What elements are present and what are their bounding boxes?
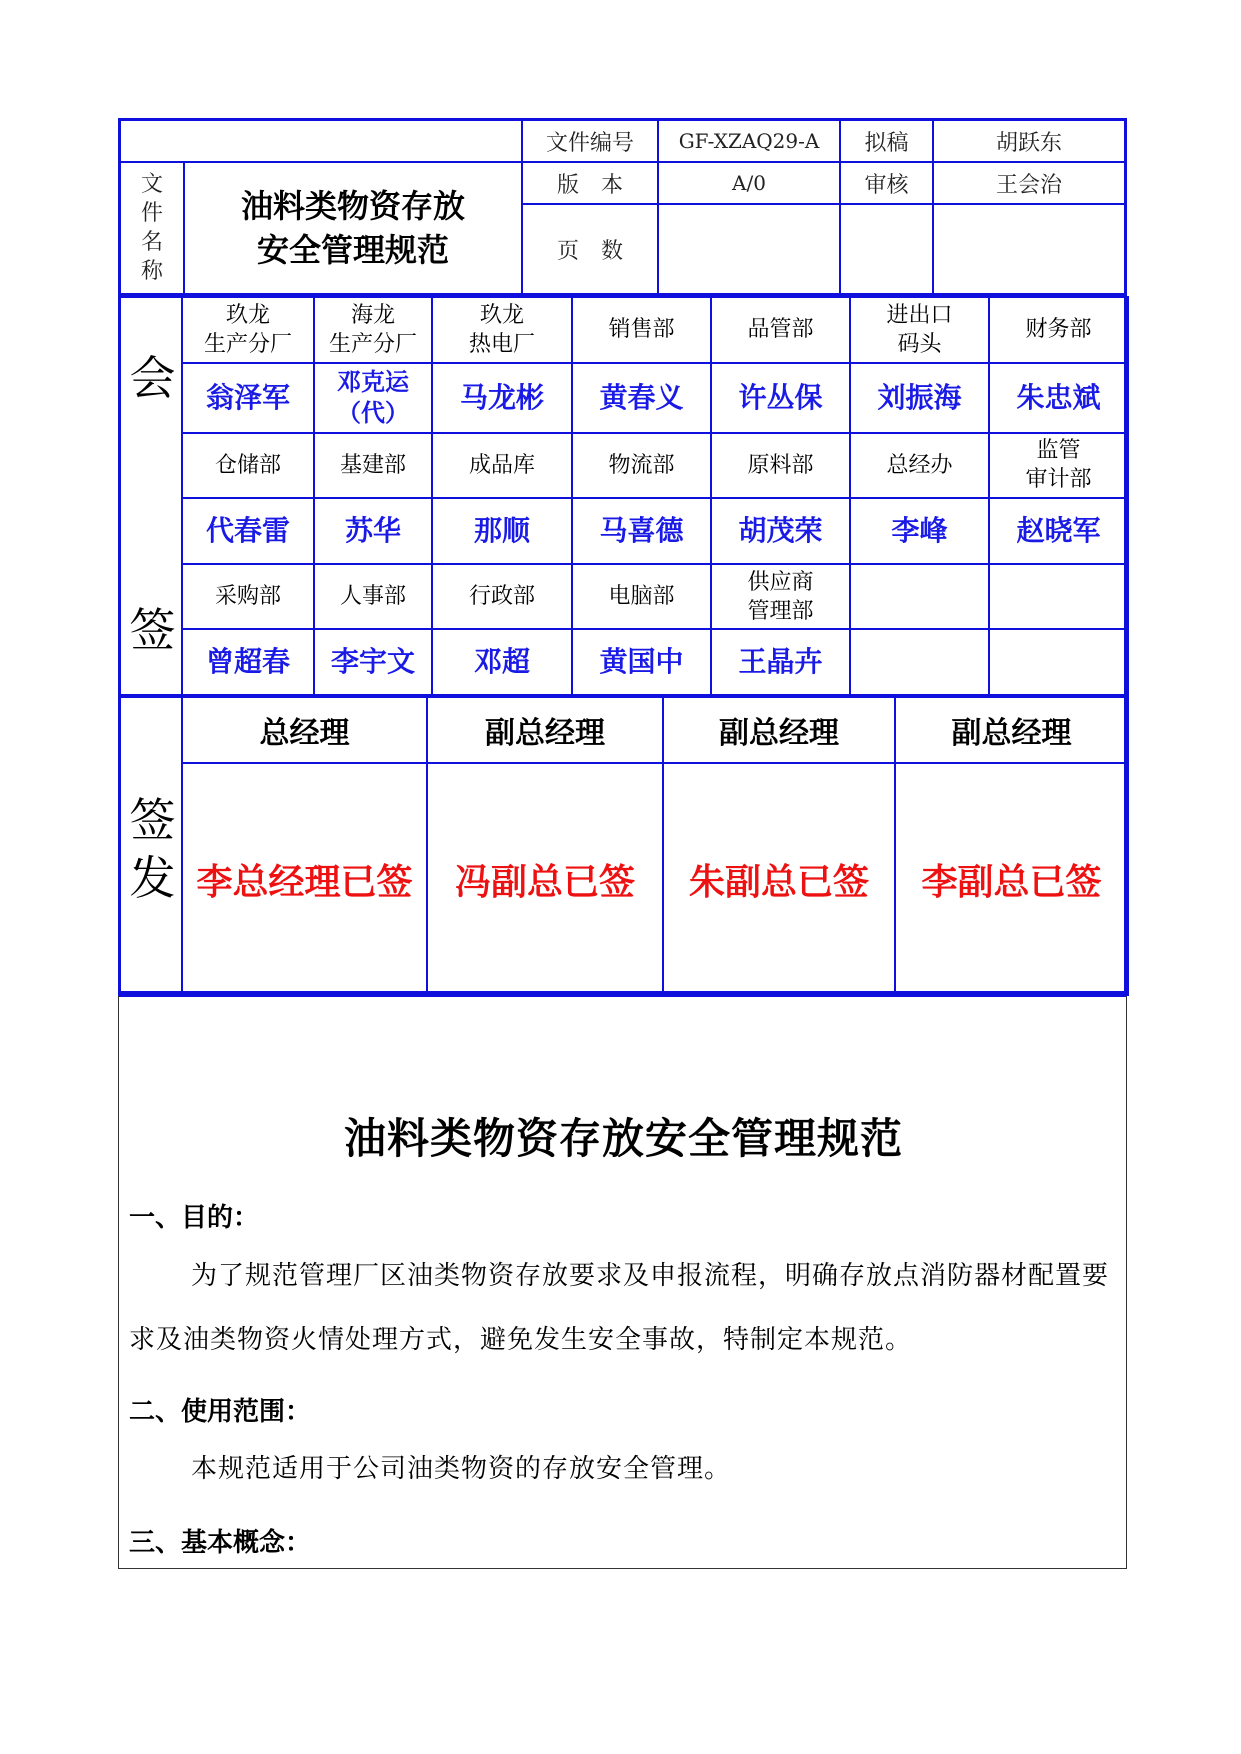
file-name-label-char: 名 — [140, 230, 163, 255]
signer-name-line: 黄春义 — [599, 380, 684, 414]
approval-side-label — [118, 696, 181, 996]
approval-role: 副总经理 — [427, 697, 663, 763]
signer-name-line: 翁泽军 — [205, 380, 290, 414]
signer-name-line: 苏华 — [344, 513, 401, 547]
department-label-line: 监管 — [1036, 438, 1081, 464]
department-label-line: 电脑部 — [608, 584, 675, 610]
pages-value — [659, 205, 839, 293]
signer-name — [314, 498, 432, 564]
signer-name — [850, 629, 989, 695]
department-label — [314, 297, 432, 363]
department-label-line: 原料部 — [747, 452, 814, 478]
section-heading: 二、使用范围： — [129, 1397, 312, 1427]
department-label — [572, 433, 711, 499]
department-label-line: 物流部 — [608, 452, 675, 478]
section-paragraph: 为了规范管理厂区油类物资存放要求及申报流程，明确存放点消防器材配置要求及油类物资火情处理方式，避免发生安全事故，特制定本规范。 — [129, 1261, 1110, 1355]
signer-name — [850, 498, 989, 564]
signer-name-line: 赵晓军 — [1016, 513, 1101, 547]
department-label — [850, 433, 989, 499]
signer-name — [432, 363, 572, 433]
approval-char: 签 — [129, 793, 176, 847]
department-label-line: 进出口 — [886, 302, 953, 328]
file-name-label-char: 文 — [140, 172, 163, 197]
countersign-side-label — [118, 296, 181, 696]
signer-name-line: （代） — [337, 398, 409, 427]
department-label-line: 审计部 — [1025, 467, 1092, 493]
department-label-line: 供应商 — [747, 569, 814, 595]
countersign-char: 会 — [129, 351, 176, 405]
department-label — [989, 297, 1128, 363]
file-name-label-char: 称 — [140, 259, 163, 284]
file-name-line: 油料类物资存放 — [240, 187, 465, 225]
department-label — [989, 564, 1128, 630]
department-label-line: 码头 — [897, 331, 942, 357]
department-label — [432, 433, 572, 499]
file-name-value — [185, 163, 521, 293]
countersign-section — [118, 296, 1127, 696]
department-label — [572, 564, 711, 630]
document-title: 油料类物资存放安全管理规范 — [343, 1114, 903, 1163]
draft-label: 拟稿 — [864, 130, 909, 156]
countersign-table — [181, 296, 1129, 696]
approval-role: 副总经理 — [663, 697, 895, 763]
approval-signature: 朱副总已签 — [663, 763, 895, 995]
countersign-char: 签 — [129, 603, 176, 657]
document-body — [118, 996, 1127, 1569]
department-label-line: 玖龙 — [225, 302, 270, 328]
department-label — [711, 297, 850, 363]
signer-name-line: 许丛保 — [738, 380, 823, 414]
approval-signature: 冯副总已签 — [427, 763, 663, 995]
department-label — [432, 564, 572, 630]
version-value: A/0 — [732, 171, 766, 195]
approval-signature: 李副总已签 — [895, 763, 1128, 995]
signer-name-line: 胡茂荣 — [738, 513, 823, 547]
signer-name-line: 马喜德 — [599, 513, 684, 547]
signer-name — [432, 498, 572, 564]
department-label — [314, 433, 432, 499]
signer-name — [850, 363, 989, 433]
signer-name-line: 代春雷 — [205, 513, 290, 547]
review-label: 审核 — [864, 172, 909, 198]
department-label — [182, 433, 314, 499]
department-label — [314, 564, 432, 630]
signer-name-line: 邓克运 — [337, 367, 409, 396]
signer-name — [572, 363, 711, 433]
signer-name-line: 黄国中 — [599, 645, 684, 679]
department-label-line: 生产分厂 — [203, 331, 292, 357]
department-label — [182, 564, 314, 630]
approval-signature: 李总经理已签 — [182, 763, 427, 995]
approval-char: 发 — [129, 851, 176, 905]
department-label-line: 管理部 — [747, 598, 814, 624]
department-label-line: 玖龙 — [479, 302, 524, 328]
department-label — [182, 297, 314, 363]
file-number-label: 文件编号 — [545, 130, 634, 156]
department-label — [432, 297, 572, 363]
signer-name — [989, 629, 1128, 695]
signer-name — [711, 629, 850, 695]
signer-name — [432, 629, 572, 695]
department-label — [711, 564, 850, 630]
document-header — [118, 118, 1127, 296]
department-label-line: 热电厂 — [468, 331, 535, 357]
file-name-label-char: 件 — [140, 201, 163, 226]
department-label-line: 总经办 — [886, 452, 953, 478]
pages-label: 页 数 — [556, 238, 623, 264]
signer-name-line: 李宇文 — [330, 645, 415, 679]
signer-name-line: 王晶卉 — [738, 645, 823, 679]
department-label-line: 行政部 — [468, 584, 535, 610]
signer-name-line: 李峰 — [891, 513, 948, 547]
signer-name-line: 曾超春 — [205, 645, 290, 679]
file-number-value: GF-XZAQ29-A — [678, 129, 820, 153]
signer-name — [989, 498, 1128, 564]
signer-name-line: 马龙彬 — [459, 380, 544, 414]
approval-role: 副总经理 — [895, 697, 1128, 763]
draft-value: 胡跃东 — [995, 130, 1062, 156]
department-label-line: 仓储部 — [214, 452, 281, 478]
signer-name-line: 那顺 — [473, 513, 530, 547]
approval-table — [181, 696, 1129, 996]
file-name-line: 安全管理规范 — [256, 231, 449, 269]
section-heading: 三、基本概念： — [129, 1528, 312, 1558]
department-label-line: 生产分厂 — [328, 331, 417, 357]
department-label — [572, 297, 711, 363]
signer-name-line: 朱忠斌 — [1016, 380, 1101, 414]
review-value: 王会治 — [995, 172, 1062, 198]
file-name-label — [121, 163, 183, 293]
signer-name — [314, 363, 432, 433]
signer-name — [711, 498, 850, 564]
signer-name — [989, 363, 1128, 433]
department-label — [989, 433, 1128, 499]
department-label-line: 人事部 — [339, 584, 406, 610]
section-heading: 一、目的： — [129, 1203, 260, 1233]
signer-name — [572, 498, 711, 564]
approval-role: 总经理 — [182, 697, 427, 763]
department-label-line: 海龙 — [350, 302, 395, 328]
signer-name — [182, 498, 314, 564]
signer-name — [572, 629, 711, 695]
section-paragraph: 本规范适用于公司油类物资的存放安全管理。 — [191, 1454, 732, 1484]
version-label: 版 本 — [556, 172, 623, 198]
signer-name — [711, 363, 850, 433]
department-label — [711, 433, 850, 499]
department-label-line: 成品库 — [468, 452, 535, 478]
approval-section — [118, 696, 1127, 996]
signer-name — [182, 363, 314, 433]
signer-name-line: 刘振海 — [877, 380, 962, 414]
department-label-line: 财务部 — [1025, 317, 1092, 343]
department-label-line: 销售部 — [608, 317, 675, 343]
signer-name — [314, 629, 432, 695]
department-label-line: 采购部 — [214, 584, 281, 610]
department-label — [850, 564, 989, 630]
signer-name — [182, 629, 314, 695]
department-label-line: 品管部 — [747, 317, 814, 343]
department-label — [850, 297, 989, 363]
signer-name-line: 邓超 — [473, 645, 530, 679]
department-label-line: 基建部 — [339, 452, 406, 478]
